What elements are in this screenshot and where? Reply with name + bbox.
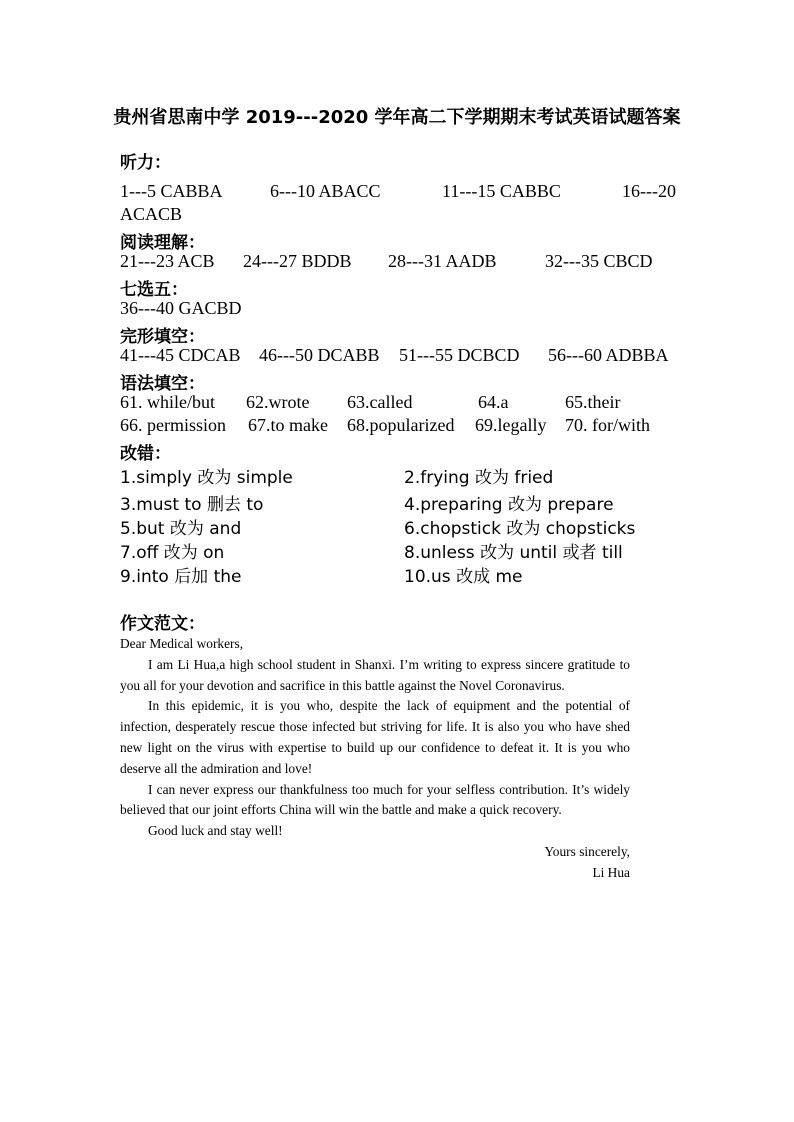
essay-paragraph: I can never express our thankfulness too much for your selfless contribution. It’s widely believed that our joint efforts China will win the battle and make a quick recovery. [120,781,630,818]
answer-group: 1---5 CABBA [120,181,223,201]
correction-item: 8.unless 改为 until 或者 till [404,543,623,563]
correction-item: 6.chopstick 改为 chopsticks [404,519,636,539]
answer-group: 16---20 [622,181,676,201]
answer-item: 63.called [347,392,413,412]
section-heading-essay: 作文范文： [120,614,205,634]
essay-paragraph: I am Li Hua,a high school student in Shanxi. I’m writing to express sincere gratitude to you all for your devotion and sacrifice in this battle against the Novel Coronavirus. [120,656,630,693]
correction-item: 3.must to 删去 to [120,495,264,515]
answer-item: 61. while/but [120,392,215,412]
answer-group: 51---55 DCBCD [399,345,520,365]
model-essay [120,634,630,884]
essay-salutation: Dear Medical workers, [120,636,244,651]
correction-item: 10.us 改成 me [404,567,523,587]
answer-item: 70. for/with [565,415,650,435]
answer-item: 65.their [565,392,621,412]
correction-item: 4.preparing 改为 prepare [404,495,614,515]
answer-group: 46---50 DCABB [259,345,380,365]
section-heading-seven-choose-five: 七选五： [120,280,188,300]
answer-group: 6---10 ABACC [270,181,381,201]
section-heading-reading: 阅读理解： [120,233,205,253]
correction-item: 5.but 改为 and [120,519,242,539]
answer-group: 56---60 ADBBA [548,345,669,365]
answer-group: 21---23 ACB [120,251,215,271]
answer-item: 66. permission [120,415,226,435]
section-heading-cloze: 完形填空： [120,327,205,347]
answer-item: 68.popularized [347,415,455,435]
answer-item: 62.wrote [246,392,310,412]
answer-group: ACACB [120,204,183,224]
answer-group: 11---15 CABBC [442,181,561,201]
answer-item: 67.to make [248,415,328,435]
answer-group: 24---27 BDDB [243,251,352,271]
correction-item: 1.simply 改为 simple [120,468,293,488]
section-heading-grammar: 语法填空： [120,374,205,394]
section-heading-correction: 改错： [120,444,171,464]
answer-item: 64.a [478,392,509,412]
answer-group: 41---45 CDCAB [120,345,241,365]
section-heading-listening: 听力： [120,153,171,173]
essay-signature: Li Hua [592,864,630,880]
essay-closing: Yours sincerely, [544,843,630,859]
essay-paragraph: In this epidemic, it is you who, despite the lack of equipment and the potential of infection, desperately rescue those infected but striving for life. It is also you who have shed new light on the virus with expertise to build up our confidence to defeat it. It is you who deserve all the admiration and love! [120,698,630,776]
essay-paragraph: Good luck and stay well! [148,823,283,839]
correction-item: 7.off 改为 on [120,543,225,563]
answer-item: 69.legally [475,415,547,435]
answer-group: 36---40 GACBD [120,298,242,318]
page-title: 贵州省思南中学 2019---2020 学年高二下学期期末考试英语试题答案 [113,107,681,128]
answer-group: 28---31 AADB [388,251,497,271]
correction-item: 2.frying 改为 fried [404,468,554,488]
correction-item: 9.into 后加 the [120,567,242,587]
answer-group: 32---35 CBCD [545,251,653,271]
